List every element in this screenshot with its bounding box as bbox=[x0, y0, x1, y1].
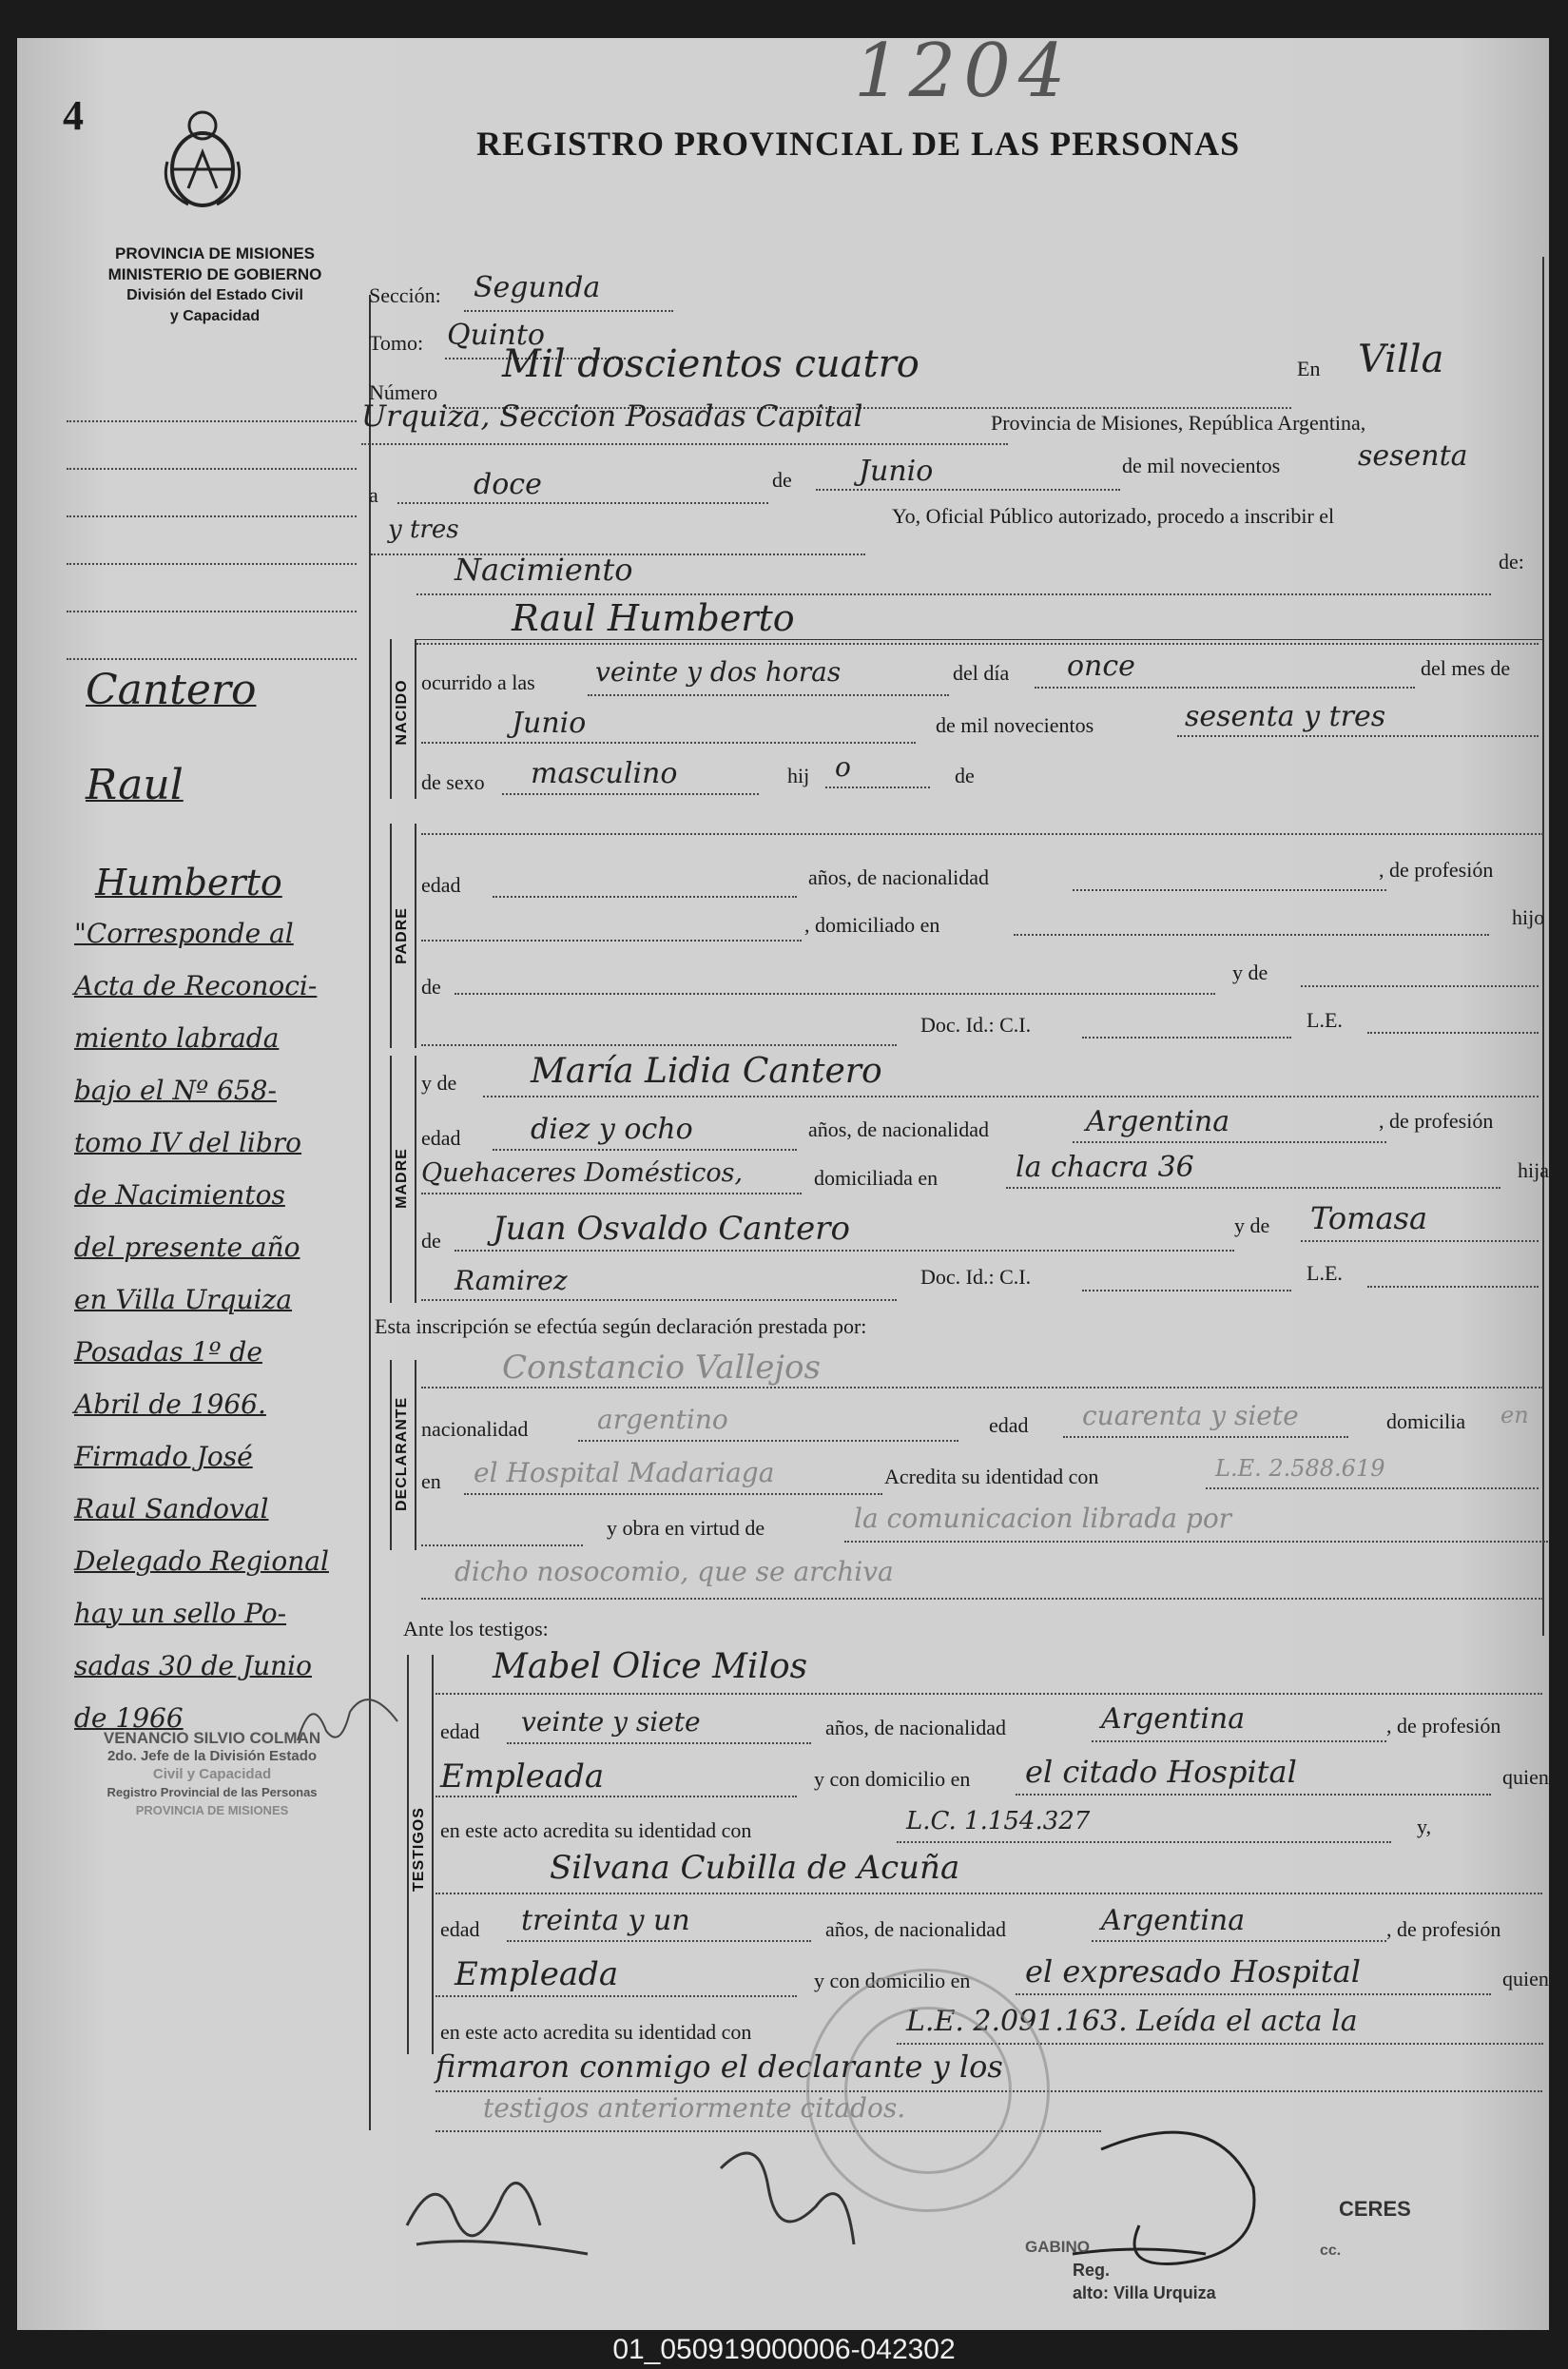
en-label: En bbox=[1297, 357, 1321, 380]
del-dia-label: del día bbox=[953, 661, 1010, 685]
testigo2-nacionalidad: Argentina bbox=[1101, 1904, 1246, 1937]
padre-doc-label: Doc. Id.: C.I. bbox=[920, 1013, 1032, 1037]
hij-label: hij bbox=[787, 764, 810, 787]
declarante-en-label: en bbox=[421, 1469, 441, 1493]
a-label: a bbox=[369, 483, 378, 507]
testigo2-anios-label: años, de nacionalidad bbox=[825, 1917, 1006, 1941]
ministry-line-1: PROVINCIA DE MISIONES bbox=[114, 244, 315, 262]
provincia-text: Provincia de Misiones, República Argentina, bbox=[991, 411, 1366, 435]
madre-edad-label: edad bbox=[421, 1126, 461, 1150]
stamp-line: Civil y Capacidad bbox=[152, 1766, 272, 1782]
testigo2-profesion: Empleada bbox=[455, 1955, 619, 1993]
ministry-header bbox=[72, 243, 358, 327]
dia-value: doce bbox=[474, 468, 542, 501]
anio-value-2: y tres bbox=[388, 515, 459, 544]
testigo1-y-label: y, bbox=[1417, 1815, 1432, 1838]
image-caption: 01_050919000006-042302 bbox=[0, 2331, 1568, 2369]
nacido-dia-value: once bbox=[1067, 650, 1135, 683]
ministry-line-2: MINISTERIO DE GOBIERNO bbox=[107, 265, 322, 283]
en-value: Villa bbox=[1358, 338, 1444, 381]
testigo2-nombre: Silvana Cubilla de Acuña bbox=[550, 1849, 960, 1887]
declarante-nacionalidad-value: argentino bbox=[597, 1404, 728, 1435]
nacido-section-tab: NACIDO bbox=[394, 679, 410, 746]
declarante-acredita-value: L.E. 2.588.619 bbox=[1215, 1455, 1385, 1482]
declarante-edad-label: edad bbox=[989, 1413, 1029, 1437]
ante-testigos-label: Ante los testigos: bbox=[403, 1617, 549, 1641]
padre-anios-label: años, de nacionalidad bbox=[808, 865, 989, 889]
padre-de-label: de bbox=[421, 975, 441, 999]
madre-doc-label: Doc. Id.: C.I. bbox=[920, 1265, 1032, 1289]
margin-note-line: Acta de Reconoci- bbox=[74, 970, 318, 1001]
margin-note-line: de 1966 bbox=[74, 1702, 184, 1734]
padre-domiciliado-label: , domiciliado en bbox=[804, 913, 940, 937]
margin-note-line: Delegado Regional bbox=[74, 1545, 329, 1577]
testigo2-doc: L.E. 2.091.163. Leída el acta la bbox=[906, 2005, 1358, 2038]
bottom-stamp-cc: cc. bbox=[1320, 2243, 1342, 2259]
testigo1-profesion: Empleada bbox=[440, 1757, 605, 1796]
ocurrido-label: ocurrido a las bbox=[421, 670, 535, 694]
testigo1-quien-label: quien bbox=[1502, 1765, 1549, 1789]
madre-y-de-label: y de bbox=[421, 1071, 457, 1095]
testigo1-acredita-label: en este acto acredita su identidad con bbox=[440, 1818, 752, 1842]
madre-madre-value-2: Ramirez bbox=[455, 1265, 568, 1296]
sexo-value: masculino bbox=[531, 757, 678, 790]
testigo2-acredita-label: en este acto acredita su identidad con bbox=[440, 2020, 752, 2044]
nombre-value: Raul Humberto bbox=[512, 597, 795, 639]
madre-section-tab: MADRE bbox=[394, 1148, 410, 1209]
closing-line-1: firmaron conmigo el declarante y los bbox=[436, 2049, 1003, 2085]
stamp-line: Registro Provincial de las Personas bbox=[106, 1785, 318, 1799]
padre-y-de-label: y de bbox=[1232, 961, 1268, 984]
place-value: Urquiza, Seccion Posadas Capital bbox=[361, 399, 863, 434]
testigo2-edad-value: treinta y un bbox=[521, 1904, 690, 1937]
madre-profesion-value: Quehaceres Domésticos, bbox=[421, 1158, 744, 1188]
testigo1-edad-label: edad bbox=[440, 1719, 480, 1743]
tomo-value: Quinto bbox=[447, 319, 545, 352]
margin-note-line: Raul Sandoval bbox=[74, 1493, 269, 1524]
padre-le-label: L.E. bbox=[1307, 1008, 1343, 1032]
testigo1-domicilio: el citado Hospital bbox=[1025, 1754, 1297, 1790]
madre-nacionalidad-value: Argentina bbox=[1086, 1105, 1230, 1138]
nacido-mes-value: Junio bbox=[512, 707, 587, 740]
hij-value: o bbox=[835, 751, 851, 783]
bottom-alto-label: alto: Villa Urquiza bbox=[1073, 2283, 1216, 2302]
testigo1-domicilio-label: y con domicilio en bbox=[814, 1767, 971, 1791]
margin-name-2: Humberto bbox=[95, 862, 282, 903]
padre-profesion-label: , de profesión bbox=[1379, 858, 1494, 882]
testigo1-nacionalidad: Argentina bbox=[1101, 1702, 1246, 1736]
declarante-nombre-value: Constancio Vallejos bbox=[502, 1349, 821, 1387]
declarante-obra-label: y obra en virtud de bbox=[607, 1516, 765, 1540]
margin-signature bbox=[293, 1683, 407, 1759]
ministry-line-4: y Capacidad bbox=[169, 308, 261, 324]
madre-edad-value: diez y ocho bbox=[531, 1113, 693, 1146]
declarante-en-value: el Hospital Madariaga bbox=[474, 1457, 775, 1488]
nacido-anio-label: de mil novecientos bbox=[936, 713, 1094, 737]
closing-line-2: testigos anteriormente citados. bbox=[483, 2092, 906, 2124]
de-end-label: de: bbox=[1499, 550, 1524, 573]
stamp-line: VENANCIO SILVIO COLMAN bbox=[103, 1729, 321, 1747]
page-title: REGISTRO PROVINCIAL DE LAS PERSONAS bbox=[476, 125, 1241, 163]
document-page bbox=[17, 29, 1549, 2330]
madre-de-label: de bbox=[421, 1229, 441, 1252]
oficial-text: Yo, Oficial Público autorizado, procedo a inscribir el bbox=[892, 504, 1335, 528]
anio-prefix: de mil novecientos bbox=[1122, 454, 1281, 477]
padre-section-tab: PADRE bbox=[394, 907, 410, 964]
bottom-stamp-name: CERES bbox=[1339, 2197, 1411, 2221]
testigo2-quien-label: quien bbox=[1502, 1967, 1549, 1990]
numero-value: Mil doscientos cuatro bbox=[502, 342, 920, 386]
de-label: de bbox=[772, 468, 792, 492]
margin-note-line: tomo IV del libro bbox=[74, 1127, 302, 1158]
seccion-label: Sección: bbox=[369, 283, 441, 307]
nacido-anio-value: sesenta y tres bbox=[1185, 700, 1386, 733]
padre-edad-label: edad bbox=[421, 873, 461, 897]
madre-padre-value: Juan Osvaldo Cantero bbox=[493, 1210, 850, 1248]
margin-note-line: de Nacimientos bbox=[74, 1179, 285, 1211]
testigo1-profesion-label: , de profesión bbox=[1386, 1714, 1501, 1738]
horas-value: veinte y dos horas bbox=[595, 656, 842, 688]
testigo1-anios-label: años, de nacionalidad bbox=[825, 1716, 1006, 1739]
stamp-line: 2do. Jefe de la División Estado bbox=[106, 1748, 318, 1764]
coat-of-arms-icon bbox=[160, 105, 245, 209]
declarante-section-tab: DECLARANTE bbox=[394, 1396, 410, 1511]
madre-y-de-2-label: y de bbox=[1234, 1214, 1270, 1237]
margin-note-line: Abril de 1966. bbox=[74, 1388, 266, 1420]
declarante-obra-value-2: dicho nosocomio, que se archiva bbox=[455, 1556, 894, 1587]
testigo1-edad-value: veinte y siete bbox=[521, 1706, 701, 1738]
padre-hijo-label: hijo bbox=[1512, 905, 1545, 929]
tipo-value: Nacimiento bbox=[455, 552, 633, 588]
declaracion-intro: Esta inscripción se efectúa según declaración prestada por: bbox=[375, 1314, 867, 1338]
testigo2-profesion-label: , de profesión bbox=[1386, 1917, 1501, 1941]
testigos-section-tab: TESTIGOS bbox=[411, 1807, 427, 1892]
tomo-label: Tomo: bbox=[369, 331, 424, 355]
madre-le-label: L.E. bbox=[1307, 1261, 1343, 1285]
declarante-edad-value: cuarenta y siete bbox=[1082, 1400, 1299, 1431]
declarant-signature bbox=[702, 2130, 873, 2263]
stamp-line: PROVINCIA DE MISIONES bbox=[135, 1803, 289, 1817]
madre-domiciliada-label: domiciliada en bbox=[814, 1166, 939, 1190]
declarante-nacionalidad-label: nacionalidad bbox=[421, 1417, 529, 1441]
madre-hija-label: hija bbox=[1518, 1158, 1549, 1182]
margin-note-line: bajo el Nº 658- bbox=[74, 1075, 277, 1106]
margin-note-line: Firmado José bbox=[74, 1441, 253, 1472]
margin-name-1: Raul bbox=[86, 761, 184, 809]
nacido-de-label: de bbox=[955, 764, 975, 787]
bottom-stamp-line: GABINO bbox=[1025, 2238, 1090, 2256]
margin-note-line: "Corresponde al bbox=[74, 918, 294, 949]
testigo2-domicilio: el expresado Hospital bbox=[1025, 1953, 1361, 1990]
margin-note-line: del presente año bbox=[74, 1232, 300, 1263]
testigo2-edad-label: edad bbox=[440, 1917, 480, 1941]
margin-surname: Cantero bbox=[86, 666, 257, 714]
declarante-domicilia-value: en bbox=[1500, 1402, 1529, 1428]
page-number: 4 bbox=[63, 92, 84, 139]
margin-note-line: en Villa Urquiza bbox=[74, 1284, 293, 1315]
seccion-value: Segunda bbox=[474, 271, 601, 304]
margin-note-line: hay un sello Po- bbox=[74, 1598, 287, 1629]
anio-value: sesenta bbox=[1358, 439, 1468, 473]
witness-signature bbox=[397, 2149, 645, 2263]
numero-label: Número bbox=[369, 380, 438, 404]
margin-note-line: Posadas 1º de bbox=[74, 1336, 262, 1368]
testigo2-domicilio-label: y con domicilio en bbox=[814, 1969, 971, 1992]
declarante-domicilia-label: domicilia bbox=[1386, 1409, 1466, 1433]
madre-nombre-value: María Lidia Cantero bbox=[531, 1052, 882, 1091]
madre-madre-value: Tomasa bbox=[1310, 1200, 1428, 1236]
testigo1-doc: L.C. 1.154.327 bbox=[906, 1807, 1091, 1835]
madre-profesion-label: , de profesión bbox=[1379, 1109, 1494, 1133]
madre-anios-label: años, de nacionalidad bbox=[808, 1117, 989, 1141]
bottom-reg-label: Reg. bbox=[1073, 2261, 1111, 2280]
declarante-obra-value: la comunicacion librada por bbox=[854, 1503, 1232, 1534]
handwritten-register-number: 1204 bbox=[854, 29, 1074, 114]
testigo1-nombre: Mabel Olice Milos bbox=[493, 1647, 808, 1686]
declarante-acredita-label: Acredita su identidad con bbox=[884, 1465, 1099, 1488]
mes-value: Junio bbox=[859, 455, 934, 488]
ministry-line-3: División del Estado Civil bbox=[126, 287, 303, 303]
official-signature bbox=[1063, 2111, 1291, 2282]
margin-note-line: miento labrada bbox=[74, 1022, 280, 1054]
del-mes-label: del mes de bbox=[1421, 656, 1511, 680]
margin-note-line: sadas 30 de Junio bbox=[74, 1650, 312, 1681]
margin-note bbox=[74, 918, 369, 1755]
sexo-label: de sexo bbox=[421, 770, 485, 794]
madre-domicilio-value: la chacra 36 bbox=[1016, 1151, 1194, 1184]
